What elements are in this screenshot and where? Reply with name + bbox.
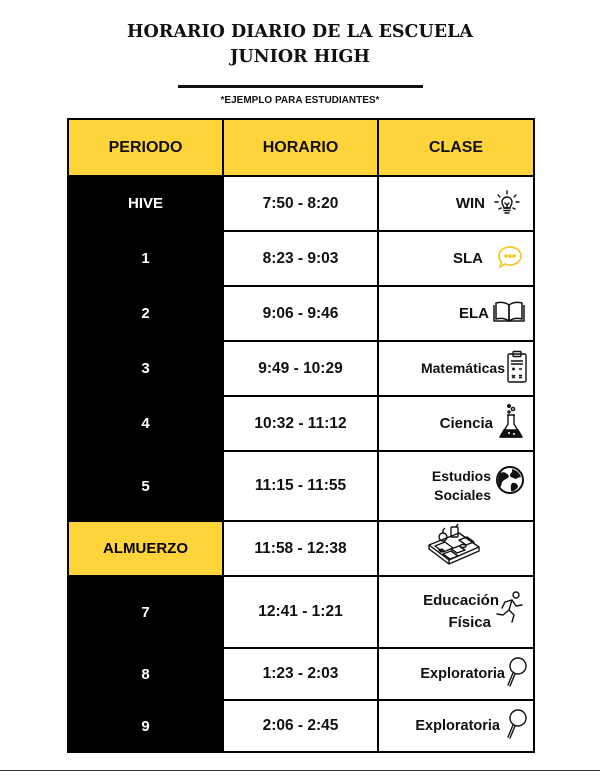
title-line-1: HORARIO DIARIO DE LA ESCUELA bbox=[127, 22, 473, 42]
page-title bbox=[0, 20, 600, 70]
speech-bubble-icon bbox=[495, 243, 525, 275]
class-cell bbox=[378, 648, 534, 700]
time-cell: 12:41 - 1:21 bbox=[223, 576, 378, 648]
class-name: Exploratoria bbox=[420, 665, 505, 682]
table-row bbox=[68, 451, 534, 521]
time-cell: 7:50 - 8:20 bbox=[223, 176, 378, 231]
time-cell: 11:58 - 12:38 bbox=[223, 521, 378, 576]
class-cell bbox=[378, 521, 534, 576]
schedule-table bbox=[67, 118, 535, 753]
table-row bbox=[68, 176, 534, 231]
class-name: ELA bbox=[459, 305, 489, 322]
class-cell bbox=[378, 700, 534, 752]
magnifier-icon bbox=[506, 656, 528, 692]
magnifier-icon bbox=[506, 708, 528, 744]
class-name-line-2: Física bbox=[448, 614, 491, 631]
period-cell: HIVE bbox=[68, 176, 223, 231]
time-cell: 10:32 - 11:12 bbox=[223, 396, 378, 451]
class-cell bbox=[378, 396, 534, 451]
period-cell: 1 bbox=[68, 231, 223, 286]
class-cell bbox=[378, 576, 534, 648]
class-name-line-1: Educación bbox=[423, 592, 499, 609]
class-name: Ciencia bbox=[439, 415, 493, 432]
header-row bbox=[68, 119, 534, 176]
title-line-2: JUNIOR HIGH bbox=[230, 47, 370, 67]
period-cell: 3 bbox=[68, 341, 223, 396]
table-row bbox=[68, 648, 534, 700]
class-cell bbox=[378, 286, 534, 341]
time-cell: 1:23 - 2:03 bbox=[223, 648, 378, 700]
page-bottom-rule bbox=[0, 770, 600, 771]
header-horario: HORARIO bbox=[223, 119, 378, 176]
period-cell: 9 bbox=[68, 700, 223, 752]
table-row bbox=[68, 521, 534, 576]
time-cell: 2:06 - 2:45 bbox=[223, 700, 378, 752]
header-clase: CLASE bbox=[378, 119, 534, 176]
table-row bbox=[68, 341, 534, 396]
lightbulb-icon bbox=[489, 185, 525, 223]
calculator-clipboard-icon bbox=[506, 350, 528, 388]
class-cell bbox=[378, 341, 534, 396]
title-divider bbox=[178, 85, 423, 88]
class-name: SLA bbox=[453, 250, 483, 267]
class-name-line-1: Estudios bbox=[431, 468, 491, 484]
period-cell: 5 bbox=[68, 451, 223, 521]
table-row bbox=[68, 231, 534, 286]
class-name: WIN bbox=[455, 195, 485, 212]
class-cell bbox=[378, 176, 534, 231]
class-cell bbox=[378, 451, 534, 521]
runner-icon bbox=[495, 590, 525, 628]
table-row bbox=[68, 286, 534, 341]
table-row bbox=[68, 700, 534, 752]
time-cell: 9:06 - 9:46 bbox=[223, 286, 378, 341]
class-cell bbox=[378, 231, 534, 286]
header-periodo: PERIODO bbox=[68, 119, 223, 176]
class-name-line-2: Sociales bbox=[434, 487, 491, 503]
table-row bbox=[68, 396, 534, 451]
time-cell: 9:49 - 10:29 bbox=[223, 341, 378, 396]
period-cell: 8 bbox=[68, 648, 223, 700]
subtitle: *EJEMPLO PARA ESTUDIANTES* bbox=[220, 95, 380, 106]
lunch-tray-icon bbox=[421, 523, 483, 575]
class-name: Exploratoria bbox=[415, 717, 500, 734]
class-name: Matemáticas bbox=[420, 360, 505, 376]
flask-icon bbox=[497, 403, 525, 445]
time-cell: 8:23 - 9:03 bbox=[223, 231, 378, 286]
period-cell: 4 bbox=[68, 396, 223, 451]
time-cell: 11:15 - 11:55 bbox=[223, 451, 378, 521]
globe-icon bbox=[495, 465, 525, 499]
period-cell: ALMUERZO bbox=[68, 521, 223, 576]
table-row bbox=[68, 576, 534, 648]
period-cell: 2 bbox=[68, 286, 223, 341]
open-book-icon bbox=[493, 300, 525, 328]
period-cell: 7 bbox=[68, 576, 223, 648]
